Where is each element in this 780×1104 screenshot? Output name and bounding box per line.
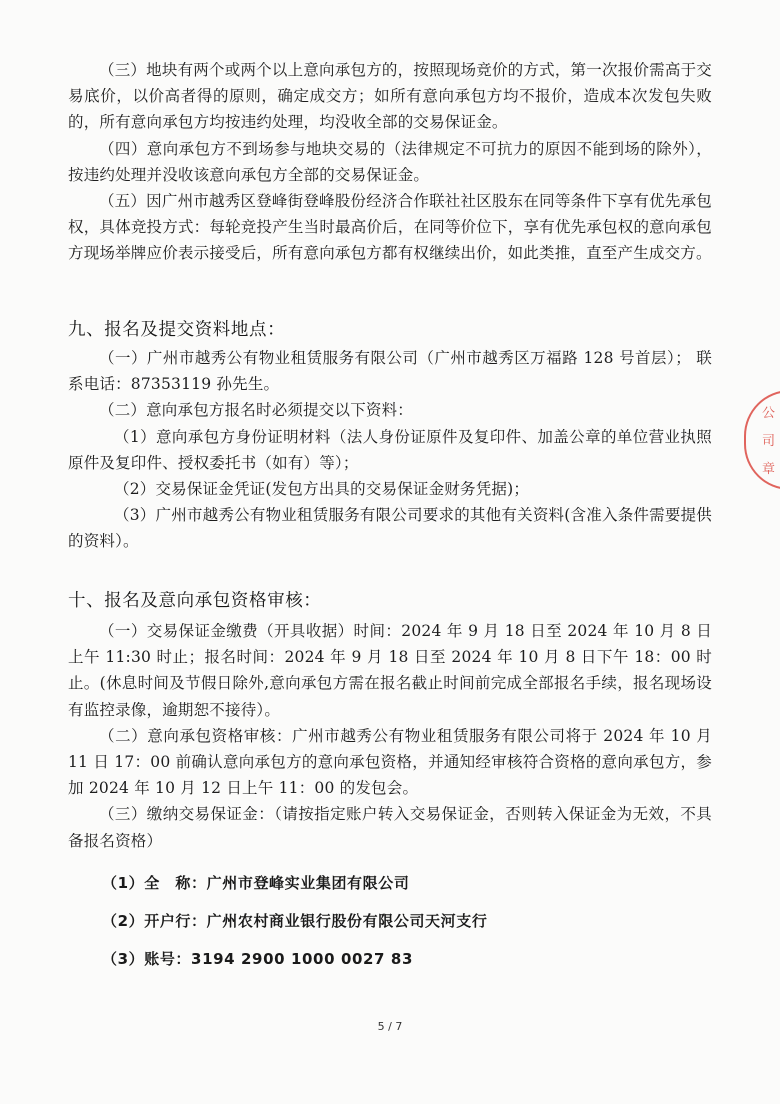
section-9 (68, 317, 712, 555)
section-10-item-2: （二）意向承包资格审核：广州市越秀公有物业租赁服务有限公司将于 2024 年 10 月 11 日 17：00 前确认意向承包方的意向承包资格，并通知经审核符合资格的意向承包方，参加 2024 年 10 月 12 日上午 11：00 的发包会。 (68, 726, 712, 798)
clause-block-8 (68, 57, 712, 267)
paragraph-clause-4: （四）意向承包方不到场参与地块交易的（法律规定不可抗力的原因不能到场的除外），按违约处理并没收该意向承包方全部的交易保证金。 (68, 139, 712, 184)
paragraph-clause-3: （三）地块有两个或两个以上意向承包方的，按照现场竞价的方式，第一次报价需高于交易底价，以价高者得的原则，确定成交方；如所有意向承包方均不报价，造成本次发包失败的，所有意向承包方均按违约处理，均没收全部的交易保证金。 (68, 61, 712, 132)
bank-branch: （2）开户行：广州农村商业银行股份有限公司天河支行 (102, 912, 488, 930)
section-9-item-1: （一）广州市越秀公有物业租赁服务有限公司（广州市越秀区万福路 128 号首层）； 联系电话：87353119 孙先生。 (68, 349, 712, 394)
section-9-sub-2: （2）交易保证金凭证(发包方出具的交易保证金财务凭据)； (114, 480, 530, 499)
section-9-heading: 九、报名及提交资料地点： (68, 320, 286, 340)
paragraph-clause-5: （五）因广州市越秀区登峰街登峰股份经济合作联社社区股东在同等条件下享有优先承包权，具体竞投方式：每轮竞投产生当时最高价后，在同等价位下，享有优先承包权的意向承包方现场举牌应价表示接受后，所有意向承包方都有权继续出价，如此类推，直至产生成交方。 (68, 192, 712, 263)
bank-account-number: （3）账号：3194 2900 1000 0027 83 (102, 950, 413, 968)
section-10-item-3: （三）缴纳交易保证金：（请按指定账户转入交易保证金，否则转入保证金为无效，不具备报名资格） (68, 805, 712, 850)
section-9-sub-1: （1）意向承包方身份证明材料（法人身份证原件及复印件、加盖公章的单位营业执照原件及复印件、授权委托书（如有）等）； (68, 427, 712, 472)
section-10-item-1: （一）交易保证金缴费（开具收据）时间：2024 年 9 月 18 日至 2024 年 10 月 8 日上午 11:30 时止；报名时间：2024 年 9 月 18 日至 2024 年 10 月 8 日下午 18：00 时止。(休息时间及节假日除外,意向承包方需在报名截止时间前完成全部报名手续，报名现场设有监控录像，逾期恕不接待）。 (68, 622, 712, 719)
bank-account-name: （1）全 称：广州市登峰实业集团有限公司 (102, 874, 410, 892)
section-9-sub-3: （3）广州市越秀公有物业租赁服务有限公司要求的其他有关资料(含准入条件需要提供的资料）。 (68, 506, 712, 551)
red-seal-stamp-icon: 公 司 章 (744, 390, 780, 490)
section-10 (68, 588, 712, 854)
section-10-heading: 十、报名及意向承包资格审核： (68, 591, 322, 611)
section-9-item-2: （二）意向承包方报名时必须提交以下资料： (99, 401, 414, 420)
page-number: 5 / 7 (377, 1020, 403, 1033)
